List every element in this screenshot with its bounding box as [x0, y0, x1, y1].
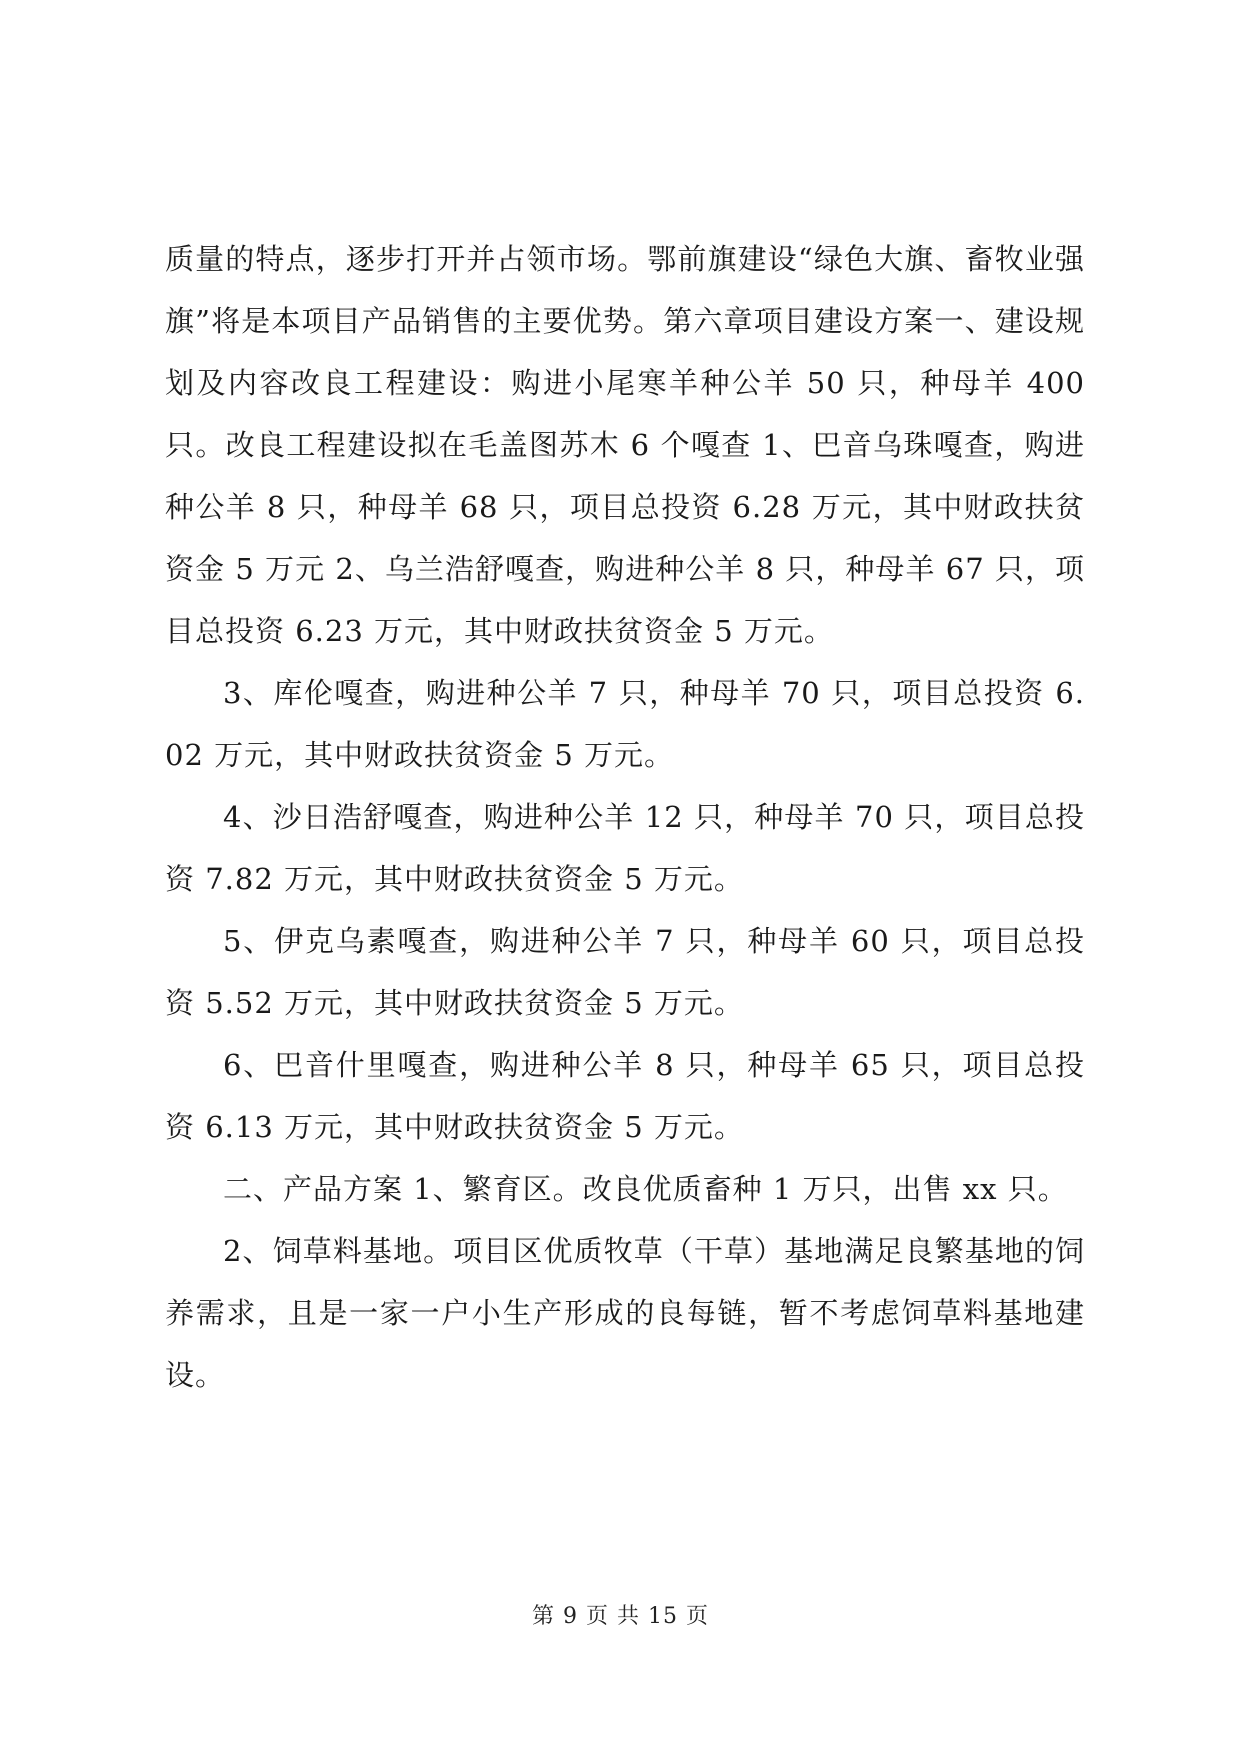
paragraph-5: 6、巴音什里嘎查，购进种公羊 8 只，种母羊 65 只，项目总投资 6.13 万元，其中财政扶贫资金 5 万元。 [165, 1048, 1085, 1144]
paragraph-6: 二、产品方案 1、繁育区。改良优质畜种 1 万只，出售 xx 只。 [223, 1172, 1068, 1206]
paragraph-4: 5、伊克乌素嘎查，购进种公羊 7 只，种母羊 60 只，项目总投资 5.52 万元，其中财政扶贫资金 5 万元。 [165, 924, 1085, 1020]
document-body [165, 228, 1085, 1406]
paragraph-2: 3、库伦嘎查，购进种公羊 7 只，种母羊 70 只，项目总投资 6.02 万元，其中财政扶贫资金 5 万元。 [165, 676, 1085, 772]
page-footer [0, 1602, 1241, 1632]
paragraph-1: 质量的特点，逐步打开并占领市场。鄂前旗建设“绿色大旗、畜牧业强旗”将是本项目产品销售的主要优势。第六章项目建设方案一、建设规划及内容改良工程建设：购进小尾寒羊种公羊 50 只，种母羊 400 只。改良工程建设拟在毛盖图苏木 6 个嘎查 1、巴音乌珠嘎查，购进种公羊 8 只，种母羊 68 只，项目总投资 6.28 万元，其中财政扶贫资金 5 万元 2、乌兰浩舒嘎查，购进种公羊 8 只，种母羊 67 只，项目总投资 6.23 万元，其中财政扶贫资金 5 万元。 [165, 242, 1085, 648]
paragraph-7: 2、饲草料基地。项目区优质牧草（干草）基地满足良繁基地的饲养需求，且是一家一户小生产形成的良每链，暂不考虑饲草料基地建设。 [165, 1234, 1085, 1392]
paragraph-3: 4、沙日浩舒嘎查，购进种公羊 12 只，种母羊 70 只，项目总投资 7.82 万元，其中财政扶贫资金 5 万元。 [165, 800, 1085, 896]
page-number-label: 第 9 页 共 15 页 [532, 1604, 709, 1629]
